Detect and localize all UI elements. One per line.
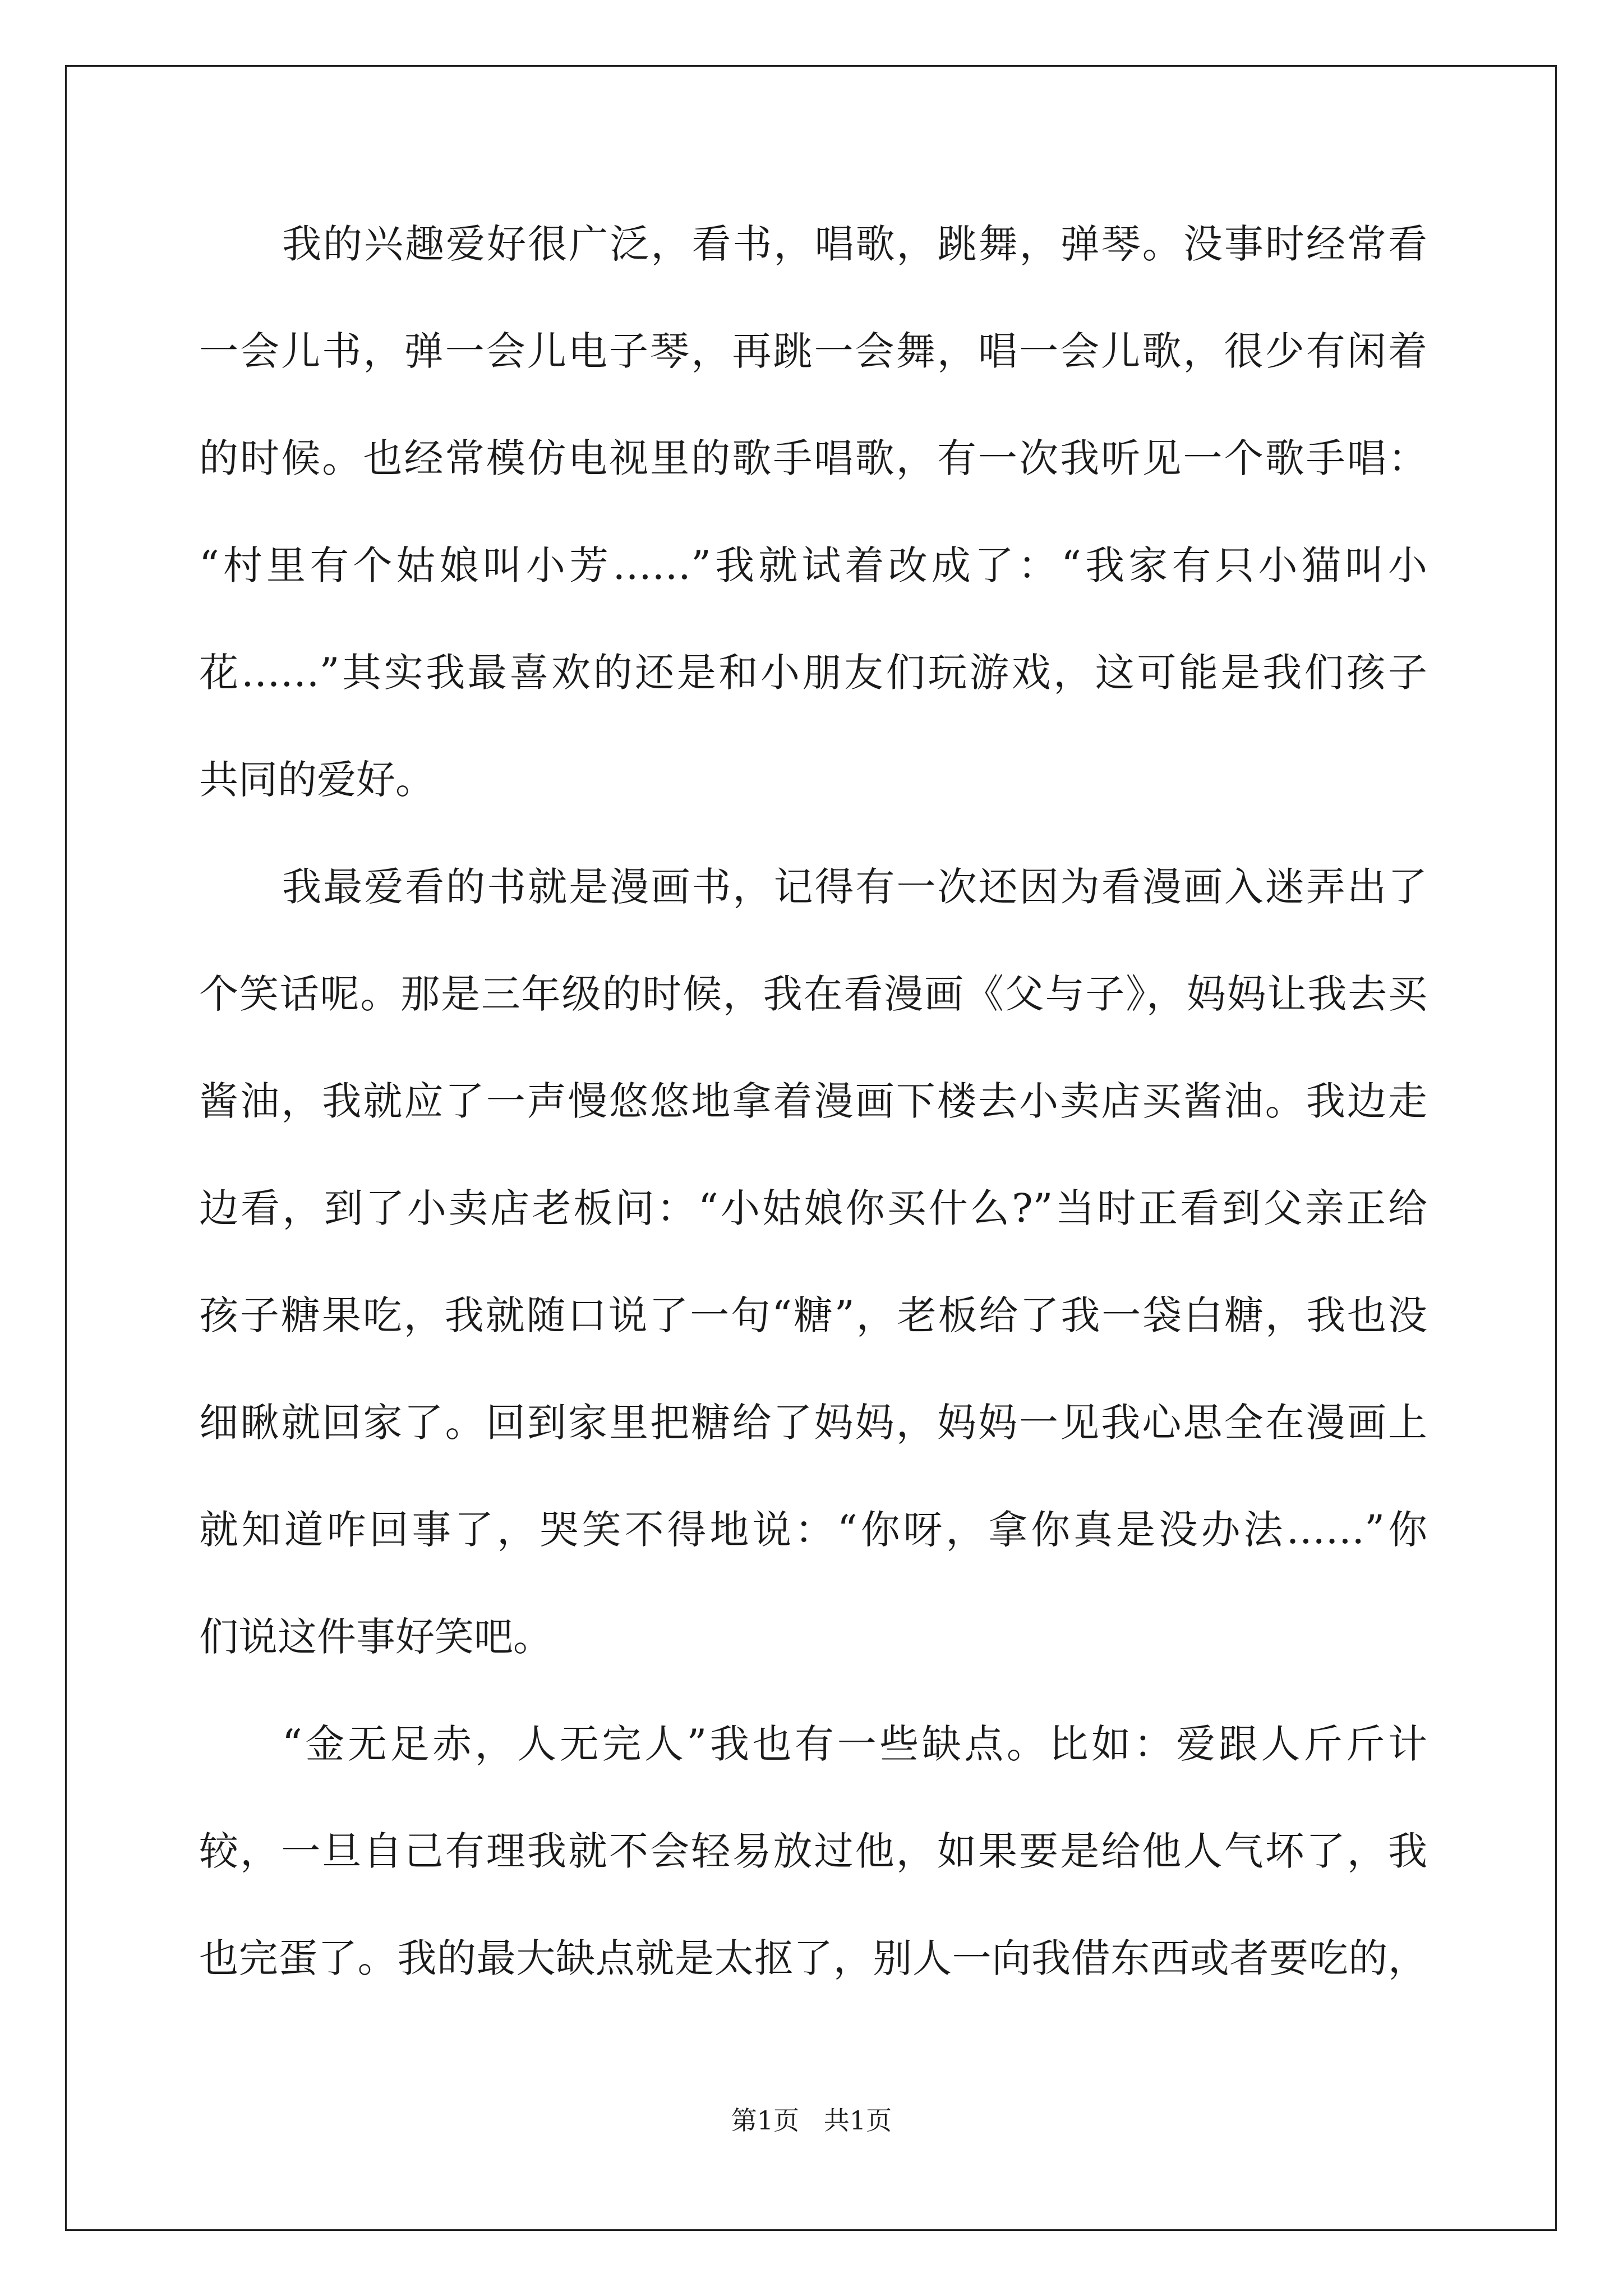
text-line: “村里有个姑娘叫小芳……”我就试着改成了：“我家有只小猫叫小 bbox=[199, 542, 1427, 588]
text-line: 的时候。也经常模仿电视里的歌手唱歌，有一次我听见一个歌手唱： bbox=[199, 435, 1427, 481]
text-line: “金无足赤，人无完人”我也有一些缺点。比如：爱跟人斤斤计 bbox=[282, 1721, 1427, 1767]
text-line: 边看，到了小卖店老板问：“小姑娘你买什么?”当时正看到父亲正给 bbox=[199, 1185, 1427, 1231]
text-line: 就知道咋回事了，哭笑不得地说：“你呀，拿你真是没办法……”你 bbox=[199, 1507, 1427, 1553]
text-line: 我的兴趣爱好很广泛，看书，唱歌，跳舞，弹琴。没事时经常看 bbox=[282, 221, 1427, 267]
text-line: 共同的爱好。 bbox=[199, 757, 435, 803]
text-line: 孩子糖果吃，我就随口说了一句“糖”，老板给了我一袋白糖，我也没 bbox=[199, 1292, 1427, 1338]
text-line: 一会儿书，弹一会儿电子琴，再跳一会舞，唱一会儿歌，很少有闲着 bbox=[199, 328, 1427, 374]
text-line: 酱油，我就应了一声慢悠悠地拿着漫画下楼去小卖店买酱油。我边走 bbox=[199, 1078, 1427, 1124]
text-line: 们说这件事好笑吧。 bbox=[199, 1614, 552, 1660]
text-line: 我最爱看的书就是漫画书，记得有一次还因为看漫画入迷弄出了 bbox=[282, 864, 1427, 910]
text-line: 花……”其实我最喜欢的还是和小朋友们玩游戏，这可能是我们孩子 bbox=[199, 650, 1427, 696]
page-footer: 第1页 共1页 bbox=[731, 2105, 892, 2136]
text-line: 细瞅就回家了。回到家里把糖给了妈妈，妈妈一见我心思全在漫画上 bbox=[199, 1400, 1427, 1446]
text-line: 个笑话呢。那是三年级的时候，我在看漫画《父与子》，妈妈让我去买 bbox=[199, 971, 1427, 1017]
text-line: 较，一旦自己有理我就不会轻易放过他，如果要是给他人气坏了，我 bbox=[199, 1828, 1427, 1874]
document-body bbox=[199, 218, 1427, 2039]
text-line: 也完蛋了。我的最大缺点就是太抠了，别人一向我借东西或者要吃的， bbox=[199, 1935, 1427, 1981]
